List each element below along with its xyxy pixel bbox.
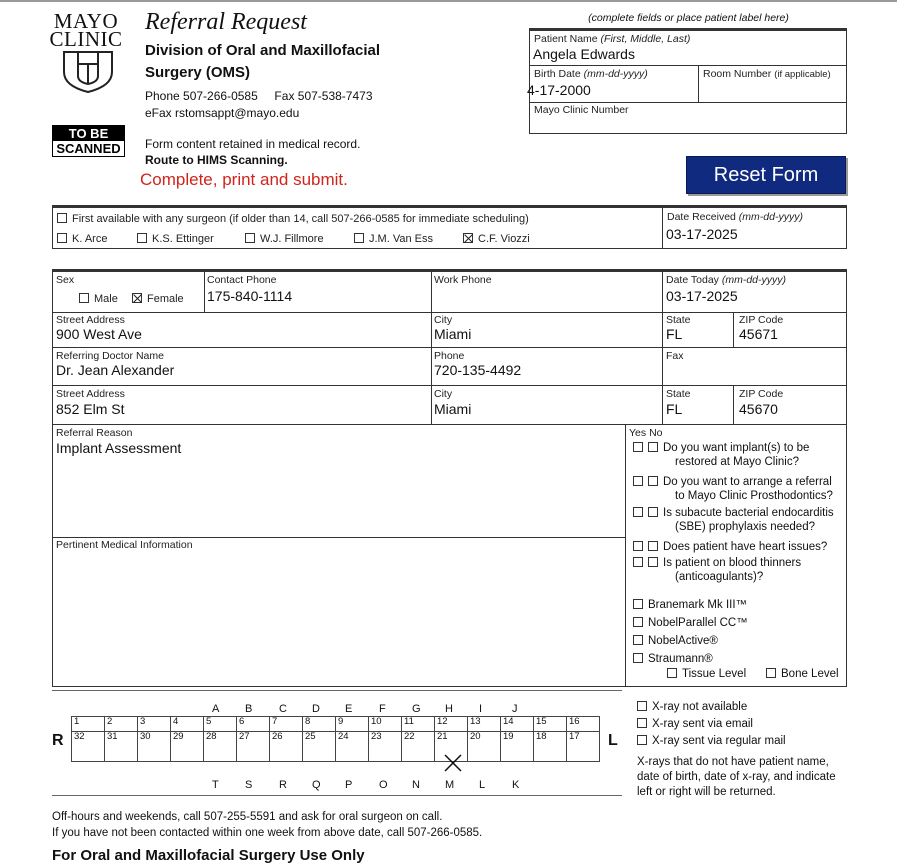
implant-nobelactive-checkbox[interactable] bbox=[633, 635, 643, 645]
tooth-letter-f: F bbox=[379, 703, 386, 715]
question-3-yes-checkbox[interactable] bbox=[633, 507, 643, 517]
question-2-text-2: to Mayo Clinic Prosthodontics? bbox=[675, 490, 833, 502]
patient-city-field[interactable]: Miami bbox=[434, 326, 472, 342]
tooth-17[interactable]: 17 bbox=[567, 732, 600, 762]
patient-state-label: State bbox=[666, 314, 691, 326]
tooth-letter-e: E bbox=[345, 703, 353, 715]
tooth-31[interactable]: 31 bbox=[105, 732, 138, 762]
first-available-label: First available with any surgeon (if older than 14, call 507-266-0585 for immediate scheduling) bbox=[72, 213, 529, 225]
divider bbox=[431, 272, 432, 424]
patient-street-field[interactable]: 900 West Ave bbox=[56, 326, 142, 342]
referring-doctor-field[interactable]: Dr. Jean Alexander bbox=[56, 362, 175, 378]
medical-info-label: Pertinent Medical Information bbox=[56, 539, 193, 551]
tooth-18[interactable]: 18 bbox=[534, 732, 567, 762]
tooth-30[interactable]: 30 bbox=[138, 732, 171, 762]
question-3-no-checkbox[interactable] bbox=[648, 507, 658, 517]
xray-not-available-checkbox[interactable] bbox=[637, 701, 647, 711]
patient-name-field[interactable]: Angela Edwards bbox=[533, 46, 635, 62]
tooth-letter-q: Q bbox=[312, 779, 321, 791]
date-today-label-text: Date Today bbox=[666, 274, 719, 286]
tooth-16[interactable]: 16 bbox=[567, 717, 600, 732]
division-line-2: Surgery (OMS) bbox=[145, 64, 251, 81]
tooth-21-mark-icon bbox=[442, 753, 464, 773]
sex-label: Sex bbox=[56, 274, 75, 286]
bone-level-label: Bone Level bbox=[781, 668, 839, 680]
question-3-text-2: (SBE) prophylaxis needed? bbox=[675, 521, 815, 533]
divider bbox=[662, 208, 663, 249]
referral-reason-field[interactable]: Implant Assessment bbox=[56, 440, 182, 456]
question-2-no-checkbox[interactable] bbox=[648, 476, 658, 486]
question-prosthodontics bbox=[633, 475, 845, 503]
question-1-yes-checkbox[interactable] bbox=[633, 442, 643, 452]
straumann-bone-level[interactable] bbox=[766, 667, 839, 681]
tooth-letter-o: O bbox=[379, 779, 388, 791]
surgeon-fillmore-label: W.J. Fillmore bbox=[260, 233, 324, 245]
question-5-yes-checkbox[interactable] bbox=[633, 557, 643, 567]
xray-mail[interactable] bbox=[637, 734, 786, 748]
route-note: Route to HIMS Scanning. bbox=[145, 153, 288, 167]
question-2-yes-checkbox[interactable] bbox=[633, 476, 643, 486]
doctor-state-label: State bbox=[666, 388, 691, 400]
first-available-checkbox[interactable] bbox=[57, 213, 67, 223]
surgeon-fillmore-checkbox[interactable] bbox=[245, 233, 255, 243]
question-heart-issues bbox=[633, 540, 845, 554]
room-number-label bbox=[703, 69, 831, 80]
implant-nobelparallel-label: NobelParallel CC™ bbox=[648, 617, 748, 629]
tooth-letter-r: R bbox=[279, 779, 287, 791]
tooth-1[interactable]: 1 bbox=[72, 717, 105, 732]
tooth-letter-n: N bbox=[412, 779, 420, 791]
tooth-chart bbox=[52, 690, 622, 796]
footer-line-2: If you have not been contacted within one week from above date, call 507-266-0585. bbox=[52, 827, 483, 839]
xray-email[interactable] bbox=[637, 717, 753, 731]
tissue-level-label: Tissue Level bbox=[682, 668, 747, 680]
doctor-fax-field[interactable] bbox=[666, 362, 842, 380]
patient-city-label: City bbox=[434, 314, 453, 326]
tooth-9[interactable]: 9 bbox=[336, 717, 369, 732]
implant-nobelactive[interactable] bbox=[633, 634, 718, 648]
tooth-25[interactable]: 25 bbox=[303, 732, 336, 762]
doctor-street-field[interactable]: 852 Elm St bbox=[56, 401, 125, 417]
tooth-28[interactable]: 28 bbox=[204, 732, 237, 762]
sex-female-checkbox[interactable] bbox=[132, 293, 142, 303]
tooth-letter-a: A bbox=[212, 703, 220, 715]
doctor-zip-label: ZIP Code bbox=[739, 388, 784, 400]
tooth-grid bbox=[71, 716, 600, 762]
referral-grid bbox=[52, 269, 847, 687]
doctor-fax-label: Fax bbox=[666, 350, 684, 362]
referral-reason-label: Referral Reason bbox=[56, 427, 133, 439]
tooth-letter-h: H bbox=[445, 703, 453, 715]
contact-phone-field[interactable]: 175-840-1114 bbox=[207, 288, 293, 304]
tooth-letter-d: D bbox=[312, 703, 320, 715]
tooth-15[interactable]: 15 bbox=[534, 717, 567, 732]
tooth-23[interactable]: 23 bbox=[369, 732, 402, 762]
surgeon-viozzi[interactable] bbox=[463, 233, 530, 245]
question-5-text-2: (anticoagulants)? bbox=[675, 571, 764, 583]
implant-nobelparallel[interactable] bbox=[633, 616, 748, 630]
question-1-text-2: restored at Mayo Clinic? bbox=[675, 456, 799, 468]
divider bbox=[53, 537, 625, 538]
patient-box-note: (complete fields or place patient label here) bbox=[588, 12, 789, 24]
tooth-19[interactable]: 19 bbox=[501, 732, 534, 762]
date-today-label bbox=[666, 275, 786, 286]
surgeon-arce[interactable] bbox=[57, 233, 107, 245]
medical-info-field[interactable] bbox=[56, 554, 616, 682]
tooth-8[interactable]: 8 bbox=[303, 717, 336, 732]
tooth-21[interactable]: 21 bbox=[435, 732, 468, 762]
tooth-26[interactable]: 26 bbox=[270, 732, 303, 762]
surgeon-viozzi-checkbox[interactable] bbox=[463, 233, 473, 243]
divider bbox=[733, 385, 734, 424]
surgeon-van-ess[interactable] bbox=[354, 233, 433, 245]
date-received-label-text: Date Received bbox=[667, 211, 736, 223]
to-be-scanned-badge bbox=[52, 125, 125, 157]
tooth-6[interactable]: 6 bbox=[237, 717, 270, 732]
tooth-letter-k: K bbox=[512, 779, 520, 791]
divider bbox=[53, 385, 846, 386]
sex-female-label: Female bbox=[147, 293, 184, 305]
tooth-letter-c: C bbox=[279, 703, 287, 715]
right-side-marker: R bbox=[52, 732, 64, 749]
tooth-letter-l: L bbox=[479, 779, 486, 791]
question-5-text: Is patient on blood thinners bbox=[663, 557, 802, 569]
bone-level-checkbox[interactable] bbox=[766, 668, 776, 678]
work-phone-field[interactable] bbox=[434, 288, 654, 306]
tooth-24[interactable]: 24 bbox=[336, 732, 369, 762]
contact-phone-label: Contact Phone bbox=[207, 274, 277, 286]
question-1-no-checkbox[interactable] bbox=[648, 442, 658, 452]
implant-branemark-label: Branemark Mk III™ bbox=[648, 599, 748, 611]
tooth-3[interactable]: 3 bbox=[138, 717, 171, 732]
question-blood-thinners bbox=[633, 556, 845, 584]
sex-female-option[interactable] bbox=[132, 293, 184, 305]
tooth-29[interactable]: 29 bbox=[171, 732, 204, 762]
surgeon-fillmore[interactable] bbox=[245, 233, 324, 245]
surgeon-van-ess-checkbox[interactable] bbox=[354, 233, 364, 243]
divider bbox=[52, 690, 622, 691]
doctor-zip-field[interactable]: 45670 bbox=[739, 401, 778, 417]
tooth-11[interactable]: 11 bbox=[402, 717, 435, 732]
birth-date-label bbox=[534, 69, 648, 80]
form-title: Referral Request bbox=[145, 9, 307, 35]
surgeon-ettinger-label: K.S. Ettinger bbox=[152, 233, 214, 245]
tooth-7[interactable]: 7 bbox=[270, 717, 303, 732]
implant-straumann[interactable] bbox=[633, 652, 713, 666]
divider bbox=[625, 424, 626, 687]
room-number-hint: (if applicable) bbox=[774, 69, 831, 80]
logo-line-1: MAYO bbox=[53, 9, 119, 33]
room-number-label-text: Room Number bbox=[703, 68, 772, 80]
divider bbox=[530, 102, 846, 103]
surgeon-viozzi-label: C.F. Viozzi bbox=[478, 233, 530, 245]
tooth-letter-i: I bbox=[479, 703, 483, 715]
implant-straumann-checkbox[interactable] bbox=[633, 653, 643, 663]
divider bbox=[530, 65, 846, 66]
doctor-city-label: City bbox=[434, 388, 453, 400]
lower-teeth-row bbox=[72, 732, 600, 762]
date-today-field[interactable]: 03-17-2025 bbox=[666, 288, 738, 304]
tooth-letter-p: P bbox=[345, 779, 353, 791]
upper-teeth-row bbox=[72, 717, 600, 732]
question-3-text: Is subacute bacterial endocarditis bbox=[663, 507, 834, 519]
xray-note-1: X-rays that do not have patient name, bbox=[637, 756, 829, 768]
oms-use-only-heading: For Oral and Maxillofacial Surgery Use Only bbox=[52, 847, 365, 864]
no-header: No bbox=[649, 427, 663, 439]
tissue-level-checkbox[interactable] bbox=[667, 668, 677, 678]
tooth-letter-b: B bbox=[245, 703, 253, 715]
surgeon-arce-checkbox[interactable] bbox=[57, 233, 67, 243]
implant-nobelparallel-checkbox[interactable] bbox=[633, 617, 643, 627]
sex-male-option[interactable] bbox=[79, 293, 118, 305]
doctor-phone-label: Phone bbox=[434, 350, 465, 362]
doctor-street-label: Street Address bbox=[56, 388, 125, 400]
birth-date-field[interactable]: 4-17-2000 bbox=[527, 82, 591, 98]
tooth-letter-g: G bbox=[412, 703, 421, 715]
question-4-no-checkbox[interactable] bbox=[648, 541, 658, 551]
work-phone-label: Work Phone bbox=[434, 274, 492, 286]
question-1-text: Do you want implant(s) to be bbox=[663, 442, 810, 454]
tooth-22[interactable]: 22 bbox=[402, 732, 435, 762]
to-be-label: TO BE bbox=[53, 126, 124, 141]
first-available-option[interactable] bbox=[57, 213, 529, 225]
divider bbox=[662, 272, 663, 424]
surgeon-ettinger-checkbox[interactable] bbox=[137, 233, 147, 243]
reset-form-button[interactable]: Reset Form bbox=[686, 156, 846, 194]
implant-straumann-label: Straumann® bbox=[648, 653, 713, 665]
divider bbox=[53, 312, 846, 313]
room-number-field[interactable] bbox=[702, 81, 842, 99]
tooth-5[interactable]: 5 bbox=[204, 717, 237, 732]
xray-mail-checkbox[interactable] bbox=[637, 735, 647, 745]
logo-line-2: CLINIC bbox=[49, 27, 123, 51]
tooth-letter-t: T bbox=[212, 779, 219, 791]
xray-email-label: X-ray sent via email bbox=[652, 718, 753, 730]
left-side-marker: L bbox=[608, 732, 618, 749]
divider bbox=[52, 795, 622, 796]
surgeon-arce-label: K. Arce bbox=[72, 233, 108, 245]
efax: eFax rstomsappt@mayo.edu bbox=[145, 106, 300, 120]
question-2-text: Do you want to arrange a referral bbox=[663, 476, 832, 488]
xray-not-available-label: X-ray not available bbox=[652, 701, 748, 713]
patient-name-label-text: Patient Name bbox=[534, 33, 598, 45]
tooth-10[interactable]: 10 bbox=[369, 717, 402, 732]
date-received-hint: (mm-dd-yyyy) bbox=[738, 211, 803, 223]
question-implant-restored bbox=[633, 441, 845, 469]
implant-nobelactive-label: NobelActive® bbox=[648, 635, 718, 647]
divider bbox=[733, 312, 734, 347]
sex-male-label: Male bbox=[94, 293, 118, 305]
yes-no-header bbox=[629, 428, 663, 439]
patient-label-box bbox=[529, 28, 847, 134]
birth-date-hint: (mm-dd-yyyy) bbox=[583, 68, 648, 80]
referring-doctor-label: Referring Doctor Name bbox=[56, 350, 164, 362]
tooth-20[interactable]: 20 bbox=[468, 732, 501, 762]
surgeon-van-ess-label: J.M. Van Ess bbox=[369, 233, 433, 245]
doctor-state-field[interactable]: FL bbox=[666, 401, 683, 417]
straumann-tissue-level[interactable] bbox=[667, 667, 746, 681]
divider bbox=[53, 347, 846, 348]
patient-name-hint: (First, Middle, Last) bbox=[600, 33, 691, 45]
date-received-label bbox=[667, 212, 803, 223]
mayo-clinic-number-field[interactable] bbox=[534, 117, 842, 133]
xray-note-2: date of birth, date of x-ray, and indicate bbox=[637, 771, 836, 783]
implant-branemark[interactable] bbox=[633, 598, 747, 612]
doctor-city-field[interactable]: Miami bbox=[434, 401, 472, 417]
divider bbox=[698, 65, 699, 102]
patient-zip-field[interactable]: 45671 bbox=[739, 326, 778, 342]
surgeon-ettinger[interactable] bbox=[137, 233, 214, 245]
birth-date-label-text: Birth Date bbox=[534, 68, 581, 80]
tooth-4[interactable]: 4 bbox=[171, 717, 204, 732]
implant-branemark-checkbox[interactable] bbox=[633, 599, 643, 609]
footer-notes bbox=[52, 809, 482, 841]
footer-line-1: Off-hours and weekends, call 507-255-5591 and ask for oral surgeon on call. bbox=[52, 811, 443, 823]
scanned-label: SCANNED bbox=[56, 141, 121, 156]
tooth-14[interactable]: 14 bbox=[501, 717, 534, 732]
top-rule bbox=[0, 0, 897, 2]
date-today-hint: (mm-dd-yyyy) bbox=[721, 274, 787, 286]
patient-state-field[interactable]: FL bbox=[666, 326, 683, 342]
tooth-12[interactable]: 12 bbox=[435, 717, 468, 732]
tooth-32[interactable]: 32 bbox=[72, 732, 105, 762]
xray-mail-label: X-ray sent via regular mail bbox=[652, 735, 786, 747]
complete-instruction: Complete, print and submit. bbox=[140, 170, 348, 189]
xray-note bbox=[637, 755, 847, 800]
tooth-letter-m: M bbox=[445, 779, 455, 791]
tooth-27[interactable]: 27 bbox=[237, 732, 270, 762]
patient-zip-label: ZIP Code bbox=[739, 314, 784, 326]
mayo-clinic-number-label: Mayo Clinic Number bbox=[534, 104, 629, 116]
question-5-no-checkbox[interactable] bbox=[648, 557, 658, 567]
retained-note: Form content retained in medical record. bbox=[145, 137, 361, 151]
xray-not-available[interactable] bbox=[637, 700, 747, 714]
surgeon-section bbox=[52, 205, 847, 249]
date-received-field[interactable]: 03-17-2025 bbox=[666, 226, 738, 242]
xray-note-3: left or right will be returned. bbox=[637, 786, 776, 798]
question-4-yes-checkbox[interactable] bbox=[633, 541, 643, 551]
doctor-phone-field[interactable]: 720-135-4492 bbox=[434, 362, 522, 378]
patient-name-label bbox=[534, 34, 690, 45]
division-line-1: Division of Oral and Maxillofacial bbox=[145, 42, 381, 59]
tooth-letter-s: S bbox=[245, 779, 253, 791]
mayo-shield-icon bbox=[60, 50, 116, 94]
sex-male-checkbox[interactable] bbox=[79, 293, 89, 303]
divider bbox=[53, 424, 846, 425]
tooth-2[interactable]: 2 bbox=[105, 717, 138, 732]
tooth-letter-j: J bbox=[512, 703, 518, 715]
divider bbox=[204, 272, 205, 312]
question-4-text: Does patient have heart issues? bbox=[663, 541, 828, 553]
tooth-13[interactable]: 13 bbox=[468, 717, 501, 732]
xray-email-checkbox[interactable] bbox=[637, 718, 647, 728]
patient-street-label: Street Address bbox=[56, 314, 125, 326]
phone-fax: Phone 507-266-0585 Fax 507-538-7473 bbox=[145, 89, 373, 103]
yes-header: Yes bbox=[629, 427, 647, 439]
mayo-logo-text bbox=[46, 9, 126, 51]
question-sbe bbox=[633, 506, 845, 534]
